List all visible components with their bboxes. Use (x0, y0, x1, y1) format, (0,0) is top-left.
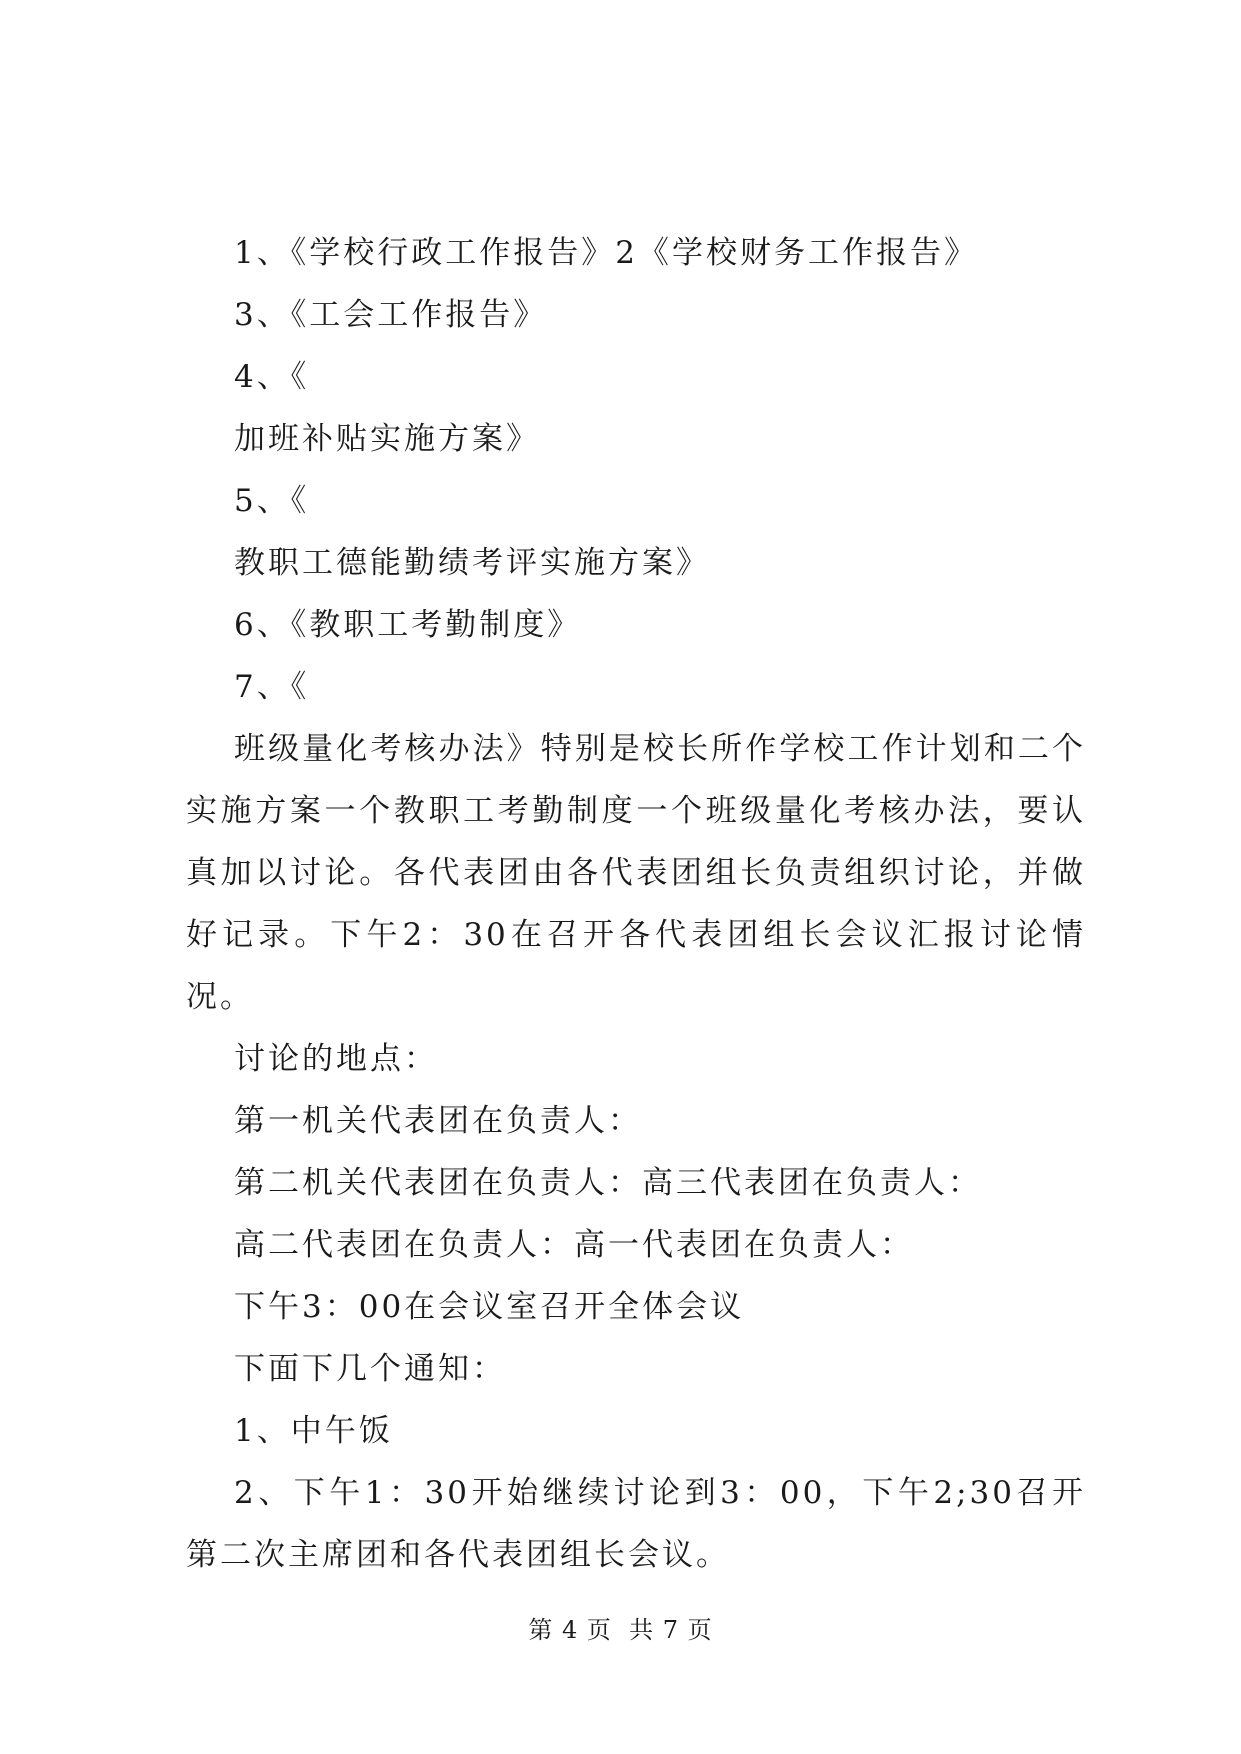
text-line: 加班补贴实施方案》 (234, 421, 540, 457)
text-line: 下面下几个通知： (234, 1351, 506, 1387)
text-line: 3、《工会工作报告》 (234, 297, 548, 333)
text-line: 6、《教职工考勤制度》 (234, 607, 582, 643)
text-line: 1、《学校行政工作报告》2《学校财务工作报告》 (234, 235, 978, 271)
paragraph: 班级量化考核办法》特别是校长所作学校工作计划和二个实施方案一个教职工考勤制度一个班级量化考核办法，要认真加以讨论。各代表团由各代表团组长负责组织讨论，并做好记录。下午2：30在召开各代表团组长会议汇报讨论情况。 (186, 731, 1086, 1015)
page-footer (0, 1610, 1241, 1645)
text-line: 1、中午饭 (234, 1413, 393, 1449)
text-line: 4、《 (234, 359, 310, 395)
text-line: 下午3：00在会议室召开全体会议 (234, 1289, 745, 1325)
document-body (186, 222, 1086, 1586)
text-line: 讨论的地点： (234, 1041, 438, 1077)
text-line: 7、《 (234, 669, 310, 705)
text-line: 教职工德能勤绩考评实施方案》 (234, 545, 710, 581)
text-line: 高二代表团在负责人：高一代表团在负责人： (234, 1227, 914, 1263)
text-line: 5、《 (234, 483, 310, 519)
text-line: 第一机关代表团在负责人： (234, 1103, 642, 1139)
page-number-label: 第 4 页 共 7 页 (528, 1616, 713, 1644)
text-line: 第二机关代表团在负责人：高三代表团在负责人： (234, 1165, 982, 1201)
paragraph: 2、下午1：30开始继续讨论到3：00，下午2;30召开第二次主席团和各代表团组长会议。 (186, 1475, 1086, 1573)
